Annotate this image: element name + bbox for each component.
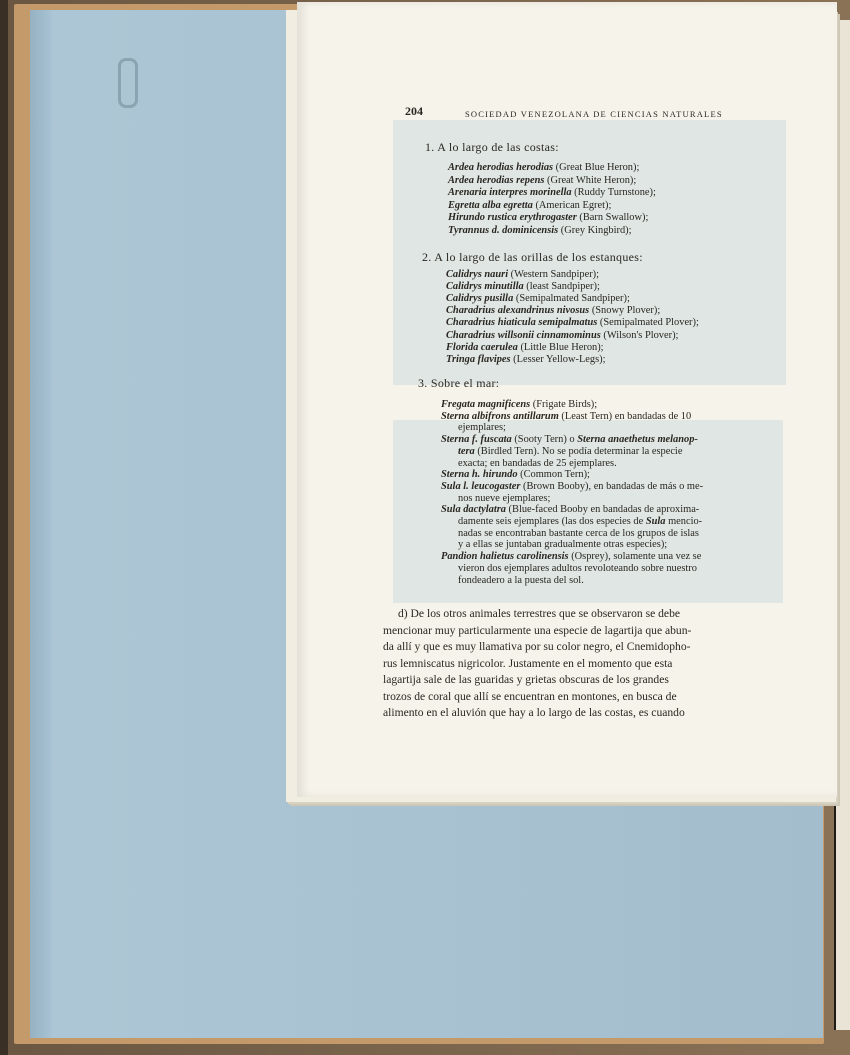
species-common-name: (Semipalmated Sandpiper); [513,293,630,305]
species-line-continuation [458,540,667,550]
species-common-name: (Ruddy Turnstone); [571,187,656,199]
species-line-continuation [458,423,506,433]
species-text: (Frigate Birds); [530,399,598,410]
species-line [441,412,691,422]
species-text: (Common Tern); [517,469,590,481]
species-line-continuation [458,447,682,457]
species-latin-name: Calidrys pusilla [446,293,514,305]
species-latin-name: Tringa flavipes [446,353,511,365]
species-latin-name: Pandion halietus carolinensis [441,551,569,563]
species-line [441,505,699,515]
species-text: fondeadero a la puesta del sol. [458,574,584,586]
paragraph-line: da allí y que es muy llamativa por su color negro, el Cnemidopho- [383,640,691,653]
species-text: y a ellas se juntaban gradualmente otras especies); [458,539,668,551]
species-latin-name: Florida caerulea [446,341,518,353]
species-line [448,163,639,173]
species-line-continuation [458,564,697,574]
species-line [448,201,611,211]
paragraph-line: lagartija sale de las guaridas y grietas obscuras de los grandes [383,673,669,686]
species-common-name: (Semipalmated Plover); [597,317,699,329]
species-latin-name: Sterna f. fuscata [441,434,512,446]
species-latin-name: Calidrys minutilla [446,281,524,293]
species-text: vieron dos ejemplares adultos revoloteando sobre nuestro [458,562,697,574]
species-latin-name: Egretta alba egretta [448,199,533,211]
species-text: (Sooty Tern) o [511,434,578,446]
section-heading: 2. A lo largo de las orillas de los estanques: [422,250,643,264]
section-heading: 1. A lo largo de las costas: [425,140,559,154]
paper-clip-icon [118,58,138,108]
species-latin-name: tera [458,445,475,457]
species-latin-name: Ardea herodias herodias [448,162,554,173]
species-line [448,176,636,186]
species-common-name: (Snowy Plover); [589,305,661,317]
species-line-continuation [458,459,617,469]
species-line-continuation [458,529,699,539]
species-line [448,213,648,223]
species-line [446,294,630,304]
paragraph-line: rus lemniscatus nigricolor. Justamente en el momento que esta [383,656,673,670]
species-line [441,470,590,480]
species-line [446,318,699,328]
species-text: (Blue-faced Booby en bandadas de aproxima- [505,504,700,516]
species-line [446,282,600,292]
species-text: (Osprey), solamente una vez se [568,551,702,563]
species-latin-name: Charadrius hiaticula semipalmatus [446,317,598,329]
paragraph-line: alimento en el aluvión que hay a lo largo de las costas, es cuando [383,706,685,719]
section-heading: 3. Sobre el mar: [418,376,500,390]
species-line [441,400,597,410]
species-common-name: (Barn Swallow); [576,212,649,224]
species-latin-name: Charadrius willsonii cinnamominus [446,329,601,341]
species-common-name: (Great Blue Heron); [553,162,640,173]
species-common-name: (Little Blue Heron); [517,341,604,353]
species-line [446,270,599,280]
paragraph-line: trozos de coral que allí se encuentran en montones, en busca de [383,689,677,703]
species-line-continuation [458,517,702,527]
species-common-name: (least Sandpiper); [523,281,600,293]
species-latin-name: Sterna h. hirundo [441,469,518,481]
species-line [446,343,604,353]
species-latin-name: Tyrannus d. dominicensis [448,225,559,236]
species-text: exacta; en bandadas de 25 ejemplares. [458,457,617,469]
species-text: mencio- [665,516,703,527]
blue-sheet-fold [30,10,52,1038]
paragraph-line: d) De los otros animales terrestres que se observaron se debe [398,607,681,620]
species-common-name: (Great White Heron); [544,174,637,186]
species-latin-name: Arenaria interpres morinella [448,187,572,199]
page-number: 204 [405,104,423,118]
species-common-name: (Grey Kingbird); [558,225,632,236]
species-text: damente seis ejemplares (las dos especies de [458,516,646,527]
species-latin-name: Hirundo rustica erythrogaster [448,212,577,224]
species-latin-name: Sula dactylatra [441,504,506,516]
species-line [441,435,698,445]
species-text: nadas se encontraban bastante cerca de los grupos de islas [458,527,699,539]
species-latin-name: Sterna albifrons antillarum [441,410,559,422]
species-common-name: (Western Sandpiper); [508,269,599,280]
species-text: nos nueve ejemplares; [458,492,551,504]
paragraph-line: mencionar muy particularmente una especie de lagartija que abun- [383,623,692,637]
species-line [446,355,606,365]
species-line-continuation [458,576,584,586]
species-latin-name: Sula l. leucogaster [441,480,521,492]
species-common-name: (American Egret); [532,199,612,211]
species-latin-name: Sterna anaethetus melanop- [577,434,698,446]
species-text: ejemplares; [458,422,506,434]
species-line [441,482,703,492]
species-line [446,331,678,341]
species-text: (Least Tern) en bandadas de 10 [558,410,692,422]
species-latin-name: Calidrys nauri [446,269,509,280]
species-text: (Birdled Tern). No se podía determinar la especie [474,445,683,457]
running-header: SOCIEDAD VENEZOLANA DE CIENCIAS NATURALES [465,109,723,119]
species-line [448,226,631,236]
species-line [441,552,701,562]
species-text: (Brown Booby), en bandadas de más o me- [520,480,704,492]
species-latin-name: Fregata magnificens [441,399,531,410]
species-latin-name: Sula [645,516,666,527]
species-common-name: (Wilson's Plover); [600,329,679,341]
species-line [446,306,660,316]
species-line [448,188,656,198]
species-line-continuation [458,494,550,504]
species-latin-name: Charadrius alexandrinus nivosus [446,305,590,317]
species-common-name: (Lesser Yellow-Legs); [510,353,606,365]
species-latin-name: Ardea herodias repens [448,174,545,186]
